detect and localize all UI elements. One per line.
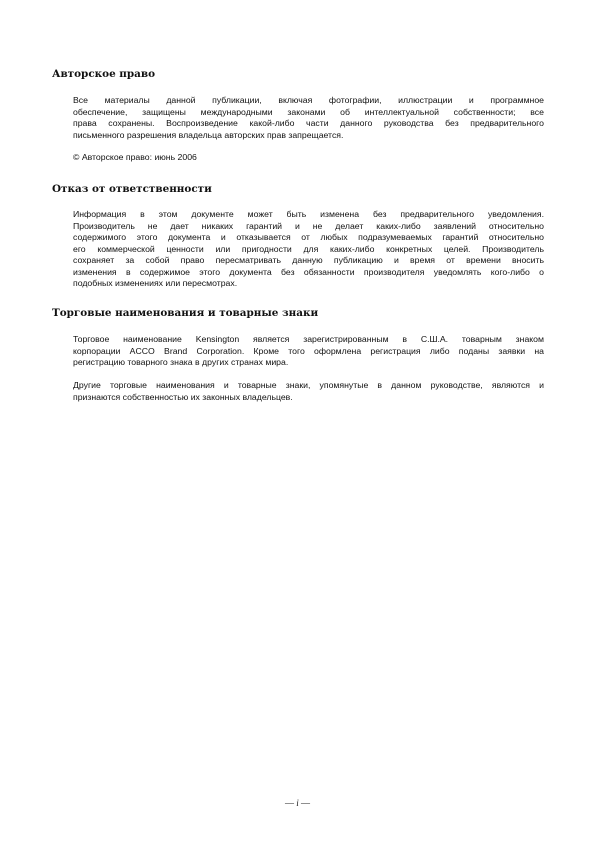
- text-line: Производитель не дает никаких гарантий и не делает каких-либо заявлений относительно: [73, 220, 544, 231]
- text-line: его коммерческой ценности или пригодности для каких-либо конкретных целей. Производитель: [73, 243, 544, 254]
- text-line: Все материалы данной публикации, включая фотографии, иллюстрации и программное: [73, 95, 544, 105]
- text-line: корпорации ACCO Brand Corporation. Кроме того оформлена регистрация либо поданы заявки на: [73, 345, 544, 356]
- page-footer: [0, 798, 595, 809]
- text-line: письменного разрешения владельца авторских прав запрещается.: [73, 129, 344, 140]
- section-heading-copyright: Авторское право: [52, 68, 156, 80]
- text-line: подобных изменениях или пересмотрах.: [73, 278, 238, 288]
- text-line: права сохранены. Воспроизведение какой-либо части данного руководства без предварительного: [73, 118, 544, 128]
- other-trademarks-paragraph: [73, 380, 544, 403]
- text-line: © Авторское право: июнь 2006: [73, 152, 197, 162]
- text-line: содержимого этого документа и отказывается от любых подразумеваемых гарантий относительно: [73, 232, 544, 242]
- copyright-paragraph: [73, 95, 544, 141]
- text-line: изменения в содержимое этого документа без обязанности производителя уведомлять кого-либо о: [73, 266, 544, 277]
- page-number: i: [296, 798, 299, 808]
- text-line: регистрацию товарного знака в других странах мира.: [73, 357, 289, 367]
- section-heading-disclaimer: Отказ от ответственности: [52, 183, 212, 195]
- text-line: Торговое наименование Kensington является зарегистрированным в С.Ш.А. товарным знаком: [73, 334, 544, 344]
- text-line: Информация в этом документе может быть изменена без предварительного уведомления.: [73, 209, 544, 219]
- text-line: признаются собственностью их законных владельцев.: [73, 391, 293, 402]
- section-heading-trademarks: Торговые наименования и товарные знаки: [52, 307, 319, 319]
- trademarks-paragraph: [73, 334, 544, 369]
- text-line: Другие торговые наименования и товарные знаки, упомянутые в данном руководстве, являются и: [73, 380, 544, 390]
- text-line: сохраняет за собой право пересматривать данную публикацию и время от времени вносить: [73, 255, 544, 265]
- footer-dash-right: —: [301, 798, 310, 808]
- copyright-date: [73, 152, 544, 164]
- footer-dash-left: —: [284, 798, 294, 808]
- text-line: обеспечение, защищены международными законами об интеллектуальной собственности; все: [73, 106, 544, 117]
- disclaimer-paragraph: [73, 209, 544, 290]
